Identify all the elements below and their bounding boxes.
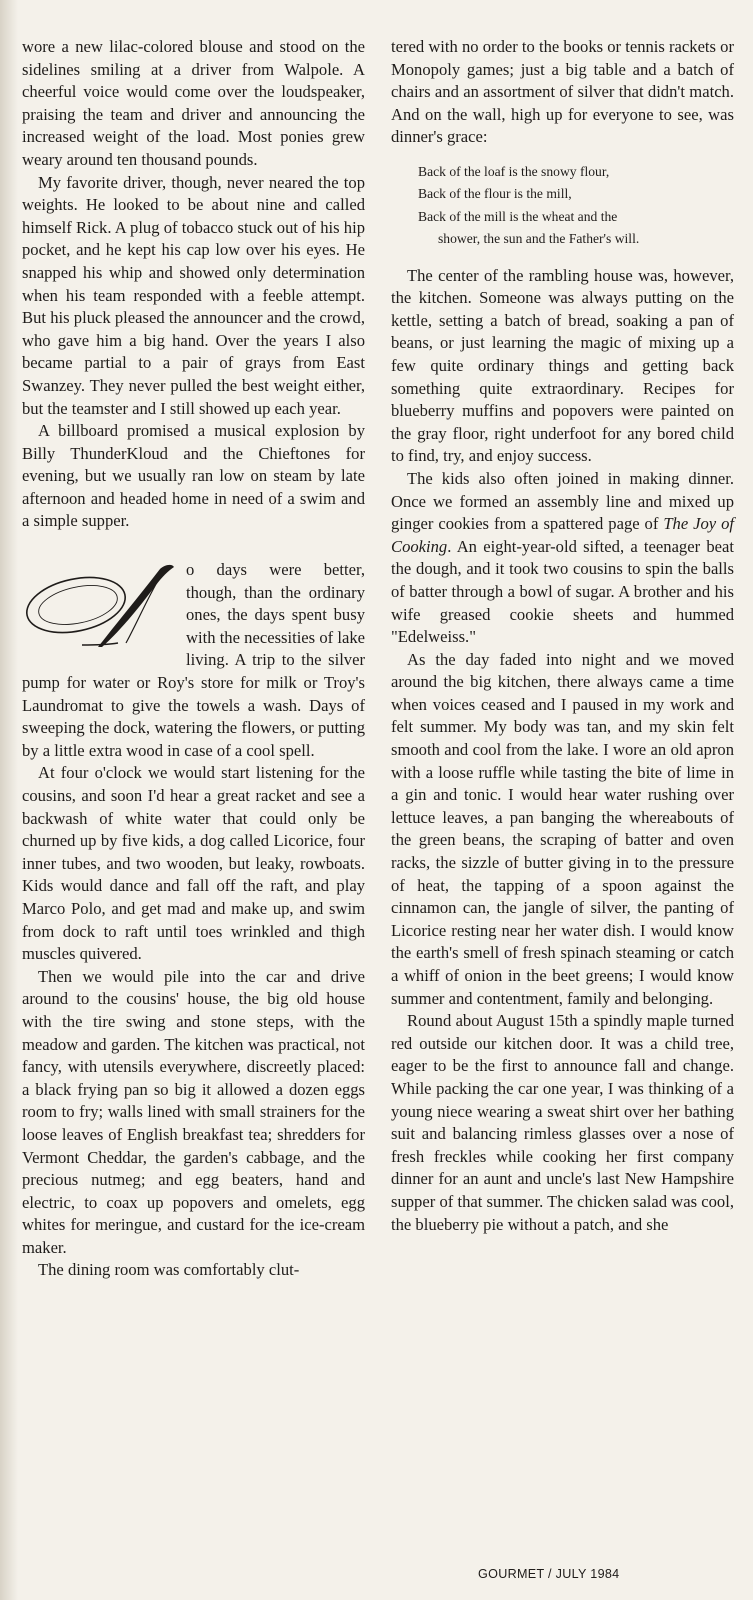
poem-line: Back of the loaf is the snowy flour,: [418, 163, 610, 179]
text-run: The kids also often joined in making dinner. Once we formed an assembly line and mixed up ginger cookies from a spattered page of: [391, 468, 734, 534]
paragraph: o days were better, though, than the ordinary ones, the days spent busy with the necessities of lake living. A trip to the silver pump for water or Roy's store for milk or Troy's Laundromat to give the towels a wash. Days of sweeping the dock, watering the flowers, or putting by a little extra wood in case of a cool spell.: [22, 560, 365, 760]
paragraph: Then we would pile into the car and drive around to the cousins' house, the big old house with the tire swing and stone steps, with the meadow and garden. The kitchen was practical, not fancy, with utensils everywhere, discreetly placed: a black frying pan so big it allowed a dozen eggs room to fry; walls lined with small strainers for the loose leaves of English breakfast tea; shredders for Vermont Cheddar, the garden's cabbage, and the precious nutmeg; and egg beaters, hand and electric, to coax up popovers and omelets, egg whites for meringue, and custard for the ice-cream maker.: [22, 966, 365, 1257]
paragraph: tered with no order to the books or tennis rackets or Monopoly games; just a big table and a batch of chairs and an assortment of silver that didn't match. And on the wall, high up for everyone to see, was dinner's grace:: [391, 37, 734, 147]
right-column: [391, 36, 734, 1236]
text-run: . An eight-year-old sifted, a teenager beat the dough, and it took two cousins to spin the balls of batter through a bowl of sugar. A brother and his wife greased cookie sheets and hummed "Edelweiss.": [391, 536, 734, 647]
poem-line: Back of the mill is the wheat and the: [418, 208, 618, 224]
paragraph: A billboard promised a musical explosion by Billy ThunderKloud and the Chieftones for evening, but we usually ran low on steam by late afternoon and headed home in need of a swim and a simple supper.: [22, 421, 365, 531]
dinner-grace-poem: [418, 161, 734, 251]
paragraph: My favorite driver, though, never neared the top weights. He looked to be about nine and called himself Rick. A plug of tobacco stuck out of his hip pocket, and he kept his cap low over his eyes. He snapped his whip and showed only determination when his team responded with a feeble attempt. But his pluck pleased the announcer and the crowd, who gave him a big hand. Over the years I also became partial to a pair of grays from East Swanzey. They never pulled the best weight either, but the teamster and I still showed up each year.: [22, 172, 365, 418]
paragraph: Round about August 15th a spindly maple turned red outside our kitchen door. It was a child tree, eager to be the first to announce fall and change. While packing the car one year, I was thinking of a young niece wearing a sweat shirt over her bathing suit and balancing rimless glasses over a nose of fresh freckles while cooking her first company dinner for an aunt and uncle's last New Hampshire supper of that summer. The chicken salad was cool, the blueberry pie without a patch, and she: [391, 1011, 734, 1234]
dropcap-paragraph: [22, 559, 365, 762]
dropcap-n-ornament: [22, 559, 180, 651]
binding-shadow: [0, 0, 18, 1600]
paragraph: At four o'clock we would start listening for the cousins, and soon I'd hear a great racket and see a backwash of white water that could only be churned up by five kids, a dog called Licorice, four inner tubes, and two wooden, but leaky, rowboats. Kids would dance and fall off the raft, and play Marco Polo, and get mad and make up, and swim from dock to raft until toes wrinkled and thigh muscles quivered.: [22, 763, 365, 964]
dropcap-letter: N: [22, 559, 23, 561]
page-footer: GOURMET / JULY 1984: [478, 1567, 620, 1581]
paragraph: wore a new lilac-colored blouse and stood on the sidelines smiling at a driver from Walpole. A cheerful voice would come over the loudspeaker, praising the team and driver and announcing the increased weight of the load. Most ponies grew weary around ten thousand pounds.: [22, 37, 365, 169]
paragraph: The center of the rambling house was, however, the kitchen. Someone was always putting on the kettle, setting a batch of bread, soaking a pan of beans, or just learning the magic of mixing up a few quite ordinary things and getting back something quite extraordinary. Recipes for blueberry muffins and popovers were painted on the gray floor, right underfoot for any bored child to find, try, and enjoy success.: [391, 265, 734, 466]
paragraph: The dining room was comfortably clut-: [38, 1260, 300, 1280]
book-title: The Joy of Cooking: [391, 514, 735, 556]
poem-line: Back of the flour is the mill,: [418, 186, 572, 202]
paragraph: As the day faded into night and we moved around the big kitchen, there always came a time when voices ceased and I paused in my work and felt summer. My body was tan, and my skin felt smooth and cool from the lake. I wore an old apron with a loose ruffle while tasting the bite of lime in a gin and tonic. I would hear water rushing over lettuce leaves, a pan banging the whereabouts of the green beans, the scraping of batter and oven racks, the sizzle of butter giving in to the pressure of heat, the tapping of a spoon against the cinnamon can, the jangle of silver, the panting of Licorice resting near her water dish. I would know the earth's smell of fresh spinach steaming or catch a whiff of onion in the beet greens; I would know summer and contentment, family and belonging.: [391, 649, 734, 1008]
paragraph: [391, 468, 734, 649]
poem-line: shower, the sun and the Father's will.: [438, 231, 640, 247]
left-column: [22, 36, 365, 1282]
